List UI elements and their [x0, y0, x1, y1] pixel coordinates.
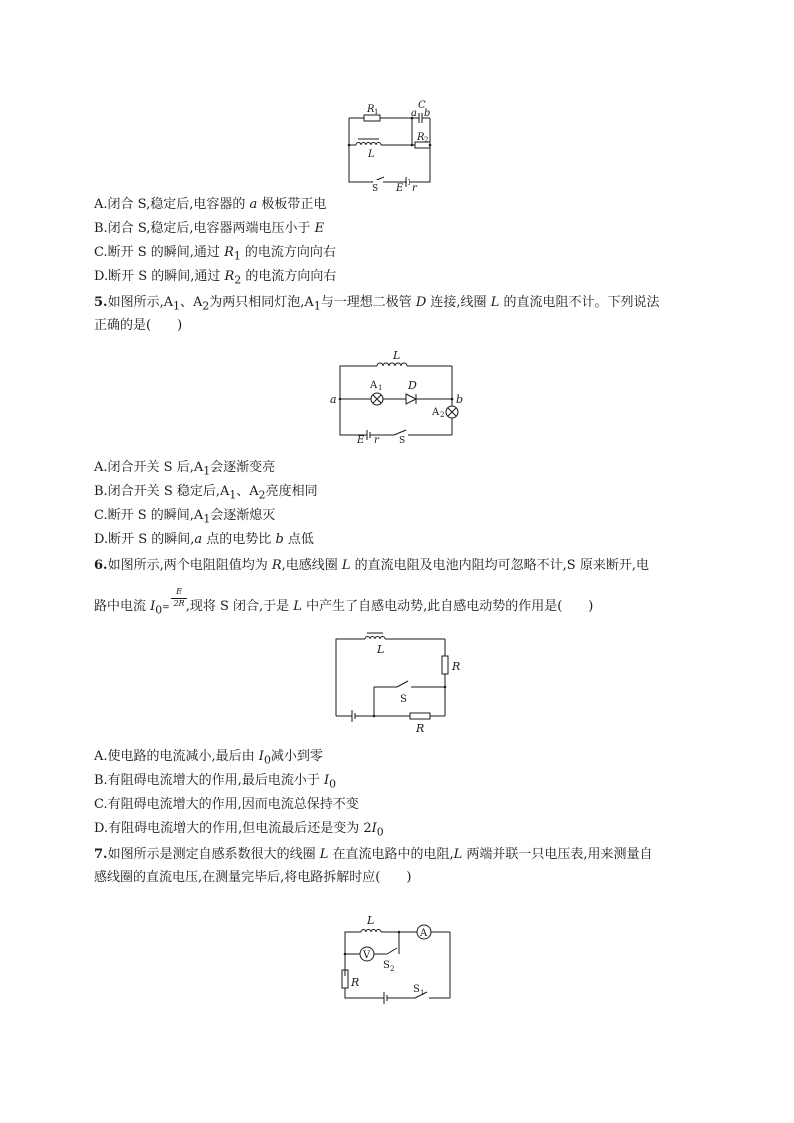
q6-label-r-bottom: R: [416, 722, 425, 735]
q7-stem-line2: 感线圈的直流电压,在测量完毕后,将电路拆解时应( ): [94, 870, 412, 885]
q4-option-b: B.闭合 S,稳定后,电容器两端电压小于 E: [94, 221, 325, 236]
svg-text:2: 2: [424, 136, 429, 144]
q7-inductor-coil: [361, 930, 381, 933]
q6-option-c: C.有阻碍电流增大的作用,因而电流总保持不变: [94, 797, 359, 812]
q5-label-a1: A: [370, 380, 378, 391]
q6-fraction-denominator: 2R: [173, 599, 185, 608]
q6-stem-line2: 路中电流 $I_0=$ ,现将 S 闭合,于是 L 中产生了自感电动势,此自感电动势的作用是( ): [94, 599, 594, 617]
q5-label-a2: A: [432, 407, 440, 418]
q6-option-d: D.有阻碍电流增大的作用,但电流最后还是变为 $2I_0$: [94, 821, 384, 839]
q5-diode: [406, 394, 416, 404]
q7-label-v: V: [363, 950, 371, 961]
q6-r-bottom-resistor: [410, 713, 430, 719]
q6-circuit-diagram: [330, 630, 470, 736]
q7-label-s2: S: [383, 960, 390, 971]
q5-switch: [394, 430, 406, 435]
q4-label-c: C: [418, 100, 426, 111]
q5-option-a: A.闭合开关 S 后$,A_1$会逐渐变亮: [94, 460, 276, 478]
q5-label-d: D: [408, 379, 417, 392]
svg-text:1: 1: [378, 384, 383, 392]
q4-label-r1: R: [367, 104, 375, 115]
q5-label-s: S: [399, 436, 406, 446]
q5-inductor-coil: [377, 363, 407, 366]
q5-stem-line2: 正确的是( ): [94, 318, 183, 333]
q7-label-l: L: [367, 914, 375, 927]
svg-text:1: 1: [374, 108, 379, 116]
q4-option-a: A.闭合 S,稳定后,电容器的 a 极板带正电: [94, 197, 327, 212]
q5-label-r: r: [374, 435, 379, 446]
q4-option-d: D.断开 S 的瞬间,通过 $R_2$ 的电流方向向右: [94, 269, 337, 287]
q5-label-a: a: [330, 393, 337, 406]
q4-label-e: E: [396, 183, 404, 194]
q4-inductor-coil: [356, 143, 381, 146]
q5-stem-line1: 5.如图所示$,A_1$、$A_2$为两只相同灯泡$,A_1$与一理想二极管 D 连接,线圈 L 的直流电阻不计。下列说法: [94, 295, 660, 313]
q4-label-r2: R: [417, 132, 425, 143]
q6-r-right-resistor: [442, 656, 448, 674]
q6-fraction-numerator: E: [176, 587, 182, 596]
q5-label-l: L: [393, 349, 401, 362]
q6-inductor-coil: [365, 637, 385, 640]
svg-text:2: 2: [390, 965, 395, 973]
q7-stem-line1: 7.如图所示是测定自感系数很大的线圈 L 在直流电路中的电阻,L 两端并联一只电压表,用来测量自: [94, 847, 653, 862]
q6-option-a: A.使电路的电流减小,最后由 $I_0$减小到零: [94, 749, 323, 767]
q5-option-b: B.闭合开关 S 稳定后$,A_1$、$A_2$亮度相同: [94, 484, 318, 502]
q4-label-a: a: [411, 108, 417, 119]
q4-label-r: r: [412, 183, 417, 194]
svg-text:2: 2: [440, 411, 445, 419]
q5-label-b: b: [456, 393, 464, 406]
q6-label-s: S: [400, 694, 407, 705]
q4-label-s: S: [372, 184, 379, 194]
q4-label-l: L: [368, 149, 375, 160]
q7-label-r: R: [351, 976, 360, 989]
q4-circuit-diagram: [340, 98, 460, 194]
q6-label-r-right: R: [452, 660, 461, 673]
q7-label-a: A: [420, 928, 428, 939]
q5-option-d: D.断开 S 的瞬间,a 点的电势比 b 点低: [94, 532, 314, 547]
q4-option-c: C.断开 S 的瞬间,通过 $R_1$ 的电流方向向右: [94, 245, 336, 263]
q6-stem-line1: 6.如图所示,两个电阻阻值均为 R,电感线圈 L 的直流电阻及电池内阻均可忽略不计,S 原来断开,电: [94, 558, 649, 573]
q5-circuit-diagram: [330, 343, 464, 446]
q5-label-e: E: [357, 435, 365, 446]
svg-text:1: 1: [420, 989, 425, 997]
q5-option-c: C.断开 S 的瞬间$,A_1$会逐渐熄灭: [94, 508, 276, 526]
q7-switch-s2: [387, 948, 397, 954]
q4-label-b: b: [424, 108, 431, 119]
q6-switch: [397, 681, 408, 687]
q7-circuit-diagram: [335, 910, 460, 1010]
q6-option-b: B.有阻碍电流增大的作用,最后电流小于 $I_0$: [94, 773, 336, 791]
q7-label-s1: S: [413, 984, 420, 995]
q6-label-l: L: [377, 643, 385, 656]
